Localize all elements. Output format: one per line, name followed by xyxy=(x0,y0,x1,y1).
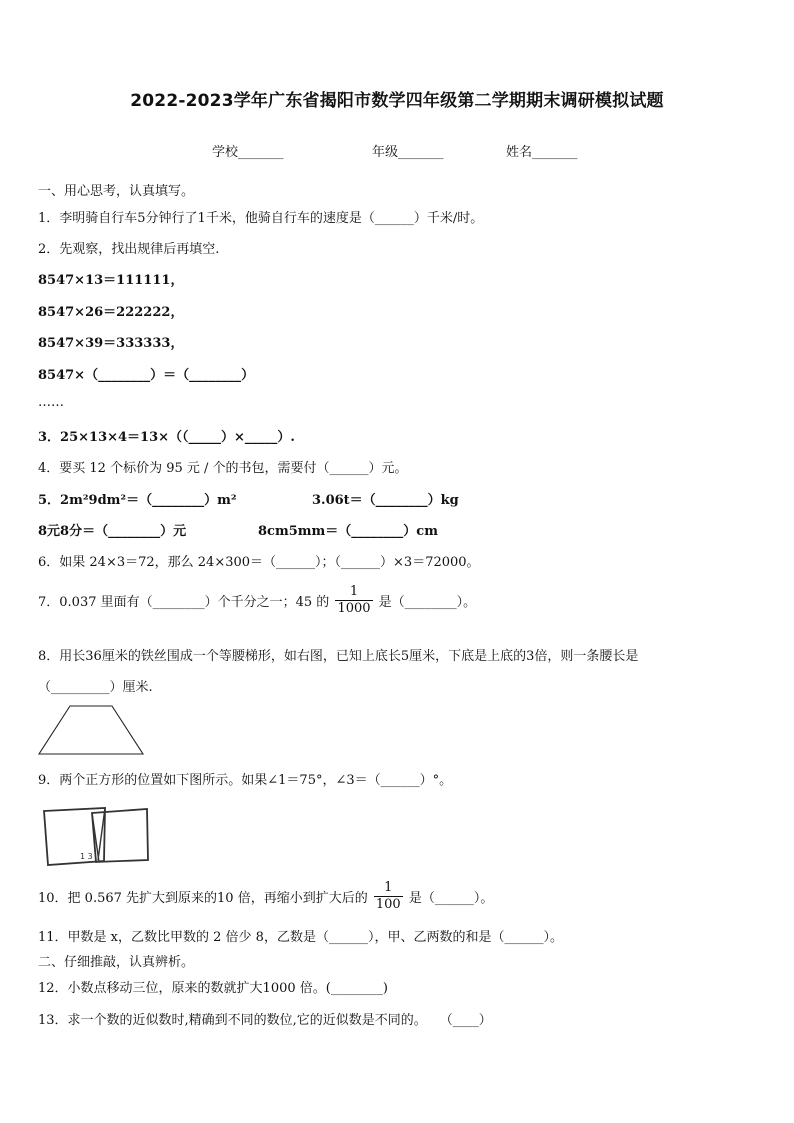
two-squares-figure xyxy=(38,802,152,868)
question-2-line-2: 8547×26＝222222， xyxy=(38,305,184,320)
grade-field: 年级_______ xyxy=(372,145,444,160)
question-10-text-before: 10．把 0.567 先扩大到原来的10 倍，再缩小到扩大后的 xyxy=(38,891,368,906)
page-title: 2022-2023学年广东省揭阳市数学四年级第二学期期末调研模拟试题 xyxy=(130,91,664,111)
question-5-part-a: 5．2m²9dm²＝（________）m² xyxy=(38,493,237,508)
question-3: 3．25×13×4＝13×（（_____）×_____）. xyxy=(38,430,295,445)
question-12: 12．小数点移动三位，原来的数就扩大1000 倍。(________) xyxy=(38,981,388,996)
name-field: 姓名_______ xyxy=(506,145,578,160)
question-9: 9．两个正方形的位置如下图所示。如果∠1＝75°，∠3＝（______）°。 xyxy=(38,773,453,788)
question-13: 13．求一个数的近似数时,精确到不同的数位,它的近似数是不同的。 （____） xyxy=(38,1013,492,1028)
school-field: 学校_______ xyxy=(212,145,284,160)
question-6: 6．如果 24×3＝72，那么 24×300＝（______）；（______）×3＝72000。 xyxy=(38,555,480,570)
question-2: 2．先观察，找出规律后再填空. xyxy=(38,242,220,257)
section-2-heading: 二、仔细推敲，认真辨析。 xyxy=(38,955,195,970)
section-1-heading: 一、用心思考，认真填写。 xyxy=(38,184,195,199)
question-10-fraction-denominator: 100 xyxy=(375,897,401,912)
question-7-fraction xyxy=(335,584,372,617)
question-2-line-1: 8547×13＝111111， xyxy=(38,273,184,288)
question-2-ellipsis: …… xyxy=(38,395,64,410)
question-8-line-1: 8．用长36厘米的铁丝围成一个等腰梯形，如右图，已知上底长5厘米，下底是上底的3倍，则一条腰长是 xyxy=(38,649,639,664)
question-10-text-after: 是（______）。 xyxy=(408,891,494,906)
question-1: 1．李明骑自行车5分钟行了1千米，他骑自行车的速度是（______）千米/时。 xyxy=(38,211,484,226)
question-2-line-4: 8547×（________）＝（________） xyxy=(38,368,255,383)
question-10 xyxy=(38,880,493,913)
question-8-line-2: （_________）厘米. xyxy=(38,680,153,695)
question-10-fraction xyxy=(374,880,403,913)
question-4: 4．要买 12 个标价为 95 元 / 个的书包，需要付（______）元。 xyxy=(38,461,408,476)
angle-labels: 1 3 xyxy=(80,852,93,861)
question-7 xyxy=(38,584,476,617)
question-11: 11．甲数是 x，乙数比甲数的 2 倍少 8，乙数是（______），甲、乙两数的和是（______）。 xyxy=(38,930,563,945)
question-10-fraction-numerator: 1 xyxy=(384,880,393,895)
question-5-part-c: 8元8分＝（________）元 xyxy=(38,524,187,539)
trapezoid-figure xyxy=(36,703,148,757)
question-2-line-3: 8547×39＝333333， xyxy=(38,336,184,351)
question-7-fraction-denominator: 1000 xyxy=(337,601,371,616)
question-5-part-b: 3.06t＝（________）kg xyxy=(312,493,459,508)
question-7-text-after: 是（________）。 xyxy=(378,595,477,610)
question-5-part-d: 8cm5mm＝（________）cm xyxy=(258,524,438,539)
question-7-text-before: 7．0.037 里面有（________）个千分之一；45 的 xyxy=(38,595,330,610)
question-7-fraction-numerator: 1 xyxy=(349,584,359,599)
